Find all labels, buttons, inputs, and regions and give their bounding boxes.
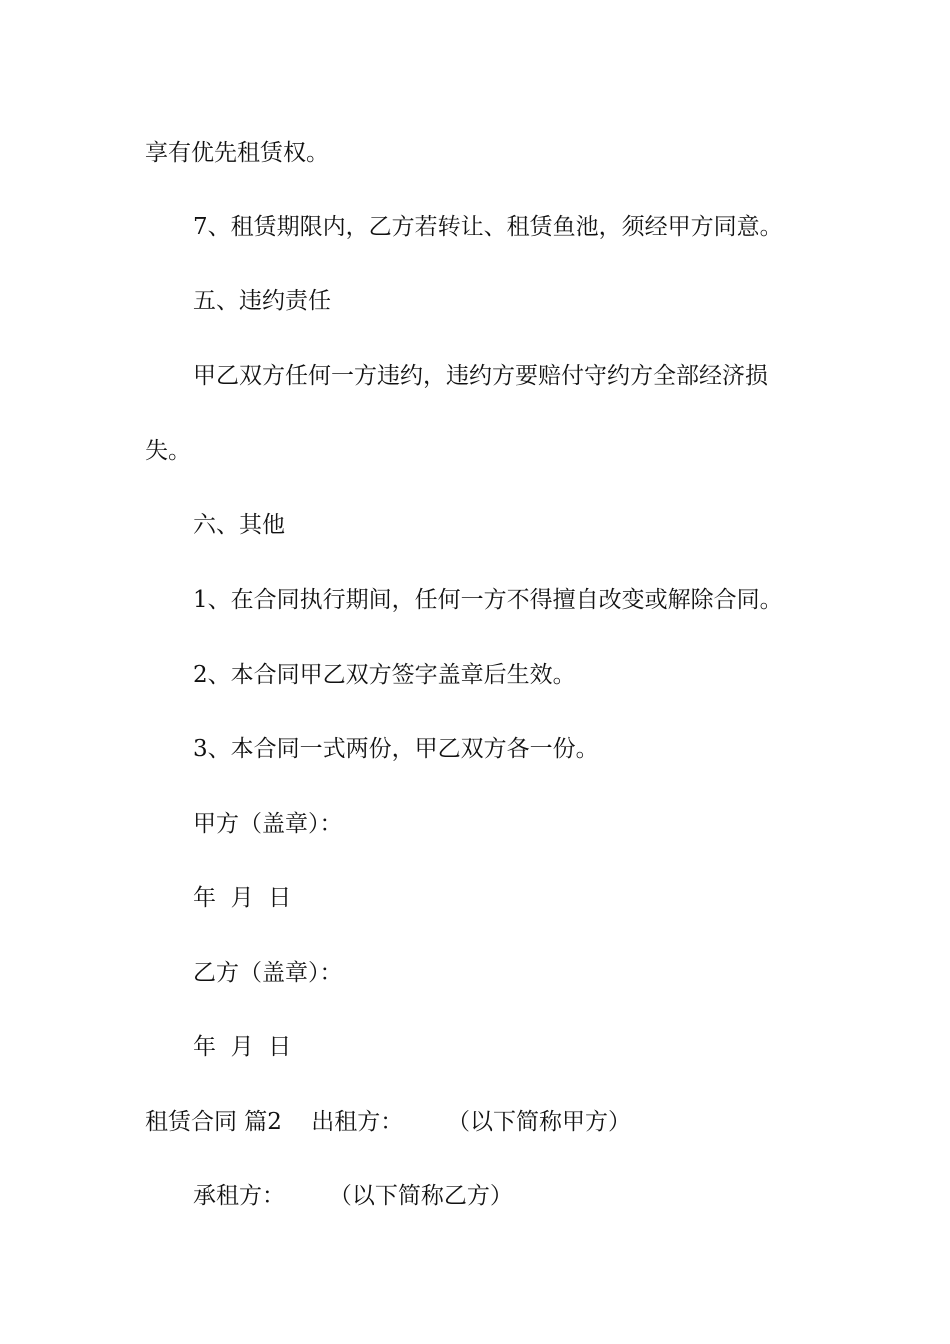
party-b-date: 年 月 日 bbox=[193, 1034, 292, 1060]
section-heading-other: 六、其他 bbox=[193, 512, 285, 538]
contract-2-lessee: 承租方： （以下简称乙方） bbox=[193, 1183, 513, 1209]
breach-paragraph-continuation: 失。 bbox=[145, 438, 191, 464]
party-b-seal: 乙方（盖章）： bbox=[193, 960, 343, 986]
party-a-seal: 甲方（盖章）： bbox=[193, 811, 343, 837]
other-clause-2: 2、本合同甲乙双方签字盖章后生效。 bbox=[193, 662, 576, 688]
party-a-date: 年 月 日 bbox=[193, 885, 292, 911]
paragraph-continuation: 享有优先租赁权。 bbox=[145, 140, 329, 166]
section-heading-breach: 五、违约责任 bbox=[193, 288, 331, 314]
other-clause-3: 3、本合同一式两份，甲乙双方各一份。 bbox=[193, 736, 599, 762]
other-clause-1: 1、在合同执行期间，任何一方不得擅自改变或解除合同。 bbox=[193, 587, 783, 613]
contract-2-heading-lessor: 租赁合同 篇2 出租方： （以下简称甲方） bbox=[145, 1109, 632, 1135]
breach-paragraph: 甲乙双方任何一方违约，违约方要赔付守约方全部经济损 bbox=[193, 363, 768, 389]
clause-7: 7、租赁期限内，乙方若转让、租赁鱼池，须经甲方同意。 bbox=[193, 214, 783, 240]
